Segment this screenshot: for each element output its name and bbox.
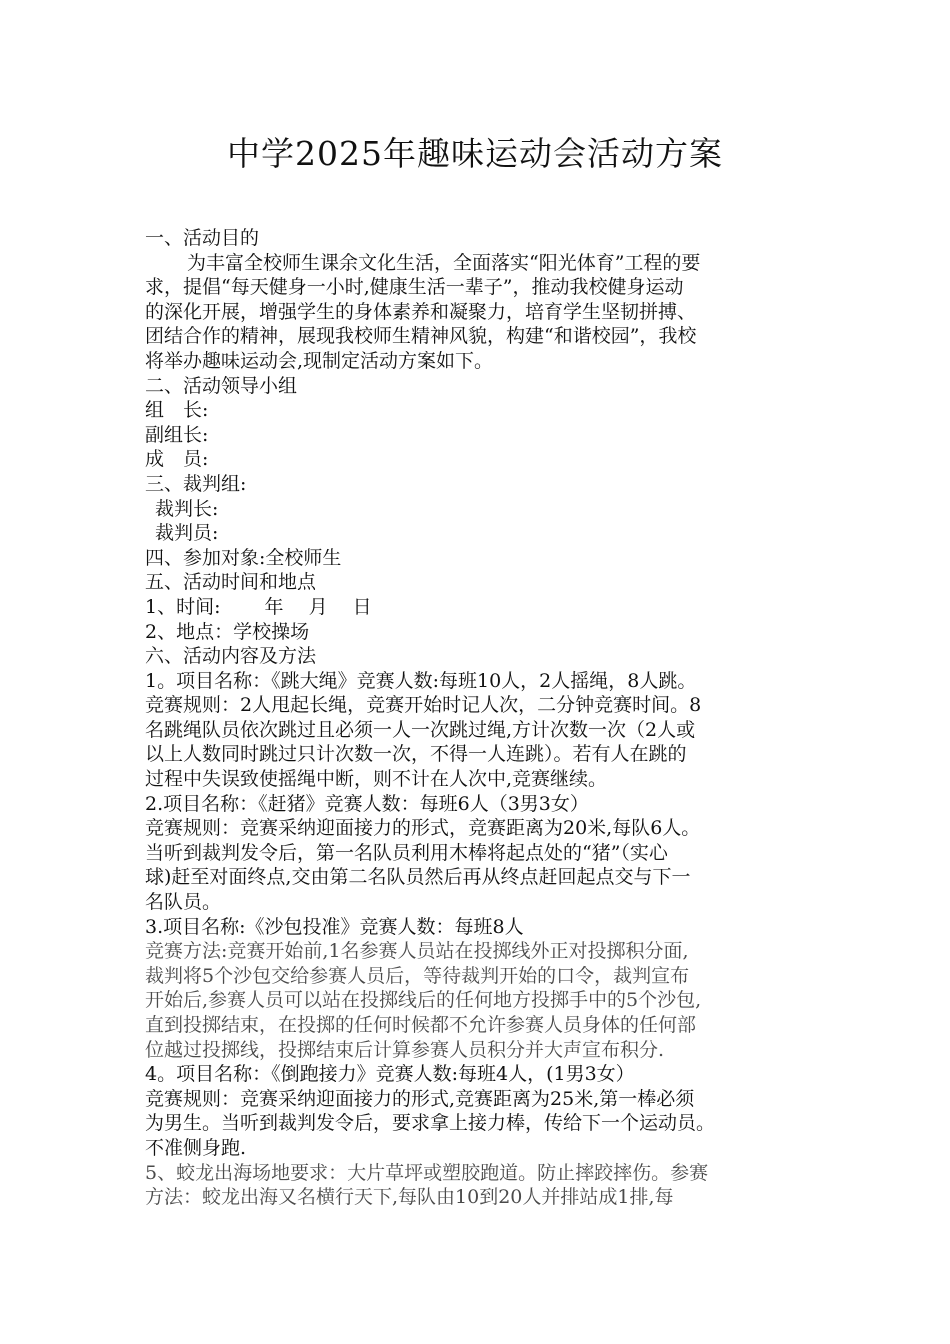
text-line: 裁判员: [155,522,219,545]
text-line: 1。项目名称：《跳大绳》竞赛人数:每班10人，2人摇绳，8人跳。 [145,669,697,692]
text-line: 名跳绳队员依次跳过且必须一人一次跳过绳,方计次数一次（2人或 [145,718,696,741]
text-line: 竞赛规则：竞赛采纳迎面接力的形式,竞赛距离为25米,第一棒必须 [145,1087,695,1110]
text-line: 过程中失误致使摇绳中断，则不计在人次中,竞赛继续。 [145,768,608,791]
text-line: 裁判长: [155,497,219,520]
text-line: 直到投掷结束，在投掷的任何时候都不允许参赛人员身体的任何部 [145,1014,697,1036]
text-line: 竞赛方法:竞赛开始前,1名参赛人员站在投掷线外正对投掷积分面, [145,940,689,963]
text-line: 位越过投掷线，投掷结束后计算参赛人员积分并大声宣布积分. [145,1038,665,1061]
text-line: 三、裁判组: [145,472,247,495]
text-line: 五、活动时间和地点 [145,571,317,594]
text-line: 的深化开展，增强学生的身体素养和凝聚力，培育学生坚韧拼搏、 [145,300,697,323]
text-line: 组 长: [145,399,209,422]
text-line: 2、地点：学校操场 [145,620,310,643]
text-line: 团结合作的精神，展现我校师生精神风貌，构建“和谐校园”，我校 [145,325,697,348]
text-line: 不准侧身跑. [145,1136,247,1159]
text-line: 以上人数同时跳过只计次数一次，不得一人连跳）。若有人在跳的 [145,743,687,766]
text-line: 4。项目名称：《倒跑接力》竞赛人数:每班4人，(1男3女） [145,1063,635,1086]
document-body [145,226,835,1210]
text-line: 二、活动领导小组 [145,374,298,397]
text-line: 2.项目名称：《赶猪》竞赛人数：每班6人（3男3女） [145,792,589,815]
text-line: 副组长: [145,423,209,446]
text-line: 成 员: [145,448,209,471]
page-title: 中学2025年趣味运动会活动方案 [227,134,723,173]
text-line: 竞赛规则：2人甩起长绳，竞赛开始时记人次，二分钟竞赛时间。8 [145,694,702,717]
text-line: 当听到裁判发令后，第一名队员利用木棒将起点处的“猪”（实心 [145,841,668,864]
text-line: 为丰富全校师生课余文化生活，全面落实“阳光体育”工程的要 [187,251,701,274]
text-line: 球)赶至对面终点,交由第二名队员然后再从终点赶回起点交与下一 [145,866,691,889]
text-line: 求，提倡“每天健身一小时,健康生活一辈子”，推动我校健身运动 [145,276,684,299]
text-line: 裁判将5个沙包交给参赛人员后，等待裁判开始的口令，裁判宣布 [145,964,690,987]
text-line: 为男生。当听到裁判发令后，要求拿上接力棒，传给下一个运动员。 [145,1112,716,1135]
text-line: 名队员。 [145,891,222,914]
text-line: 方法：蛟龙出海又名横行天下,每队由10到20人并排站成1排,每 [145,1186,674,1209]
text-line: 竞赛规则：竞赛采纳迎面接力的形式，竞赛距离为20米,每队6人。 [145,817,701,840]
text-line: 六、活动内容及方法 [145,645,317,668]
text-line: 四、参加对象:全校师生 [145,546,342,569]
text-line: 将举办趣味运动会,现制定活动方案如下。 [145,349,494,372]
text-line: 一、活动目的 [145,227,260,249]
text-line: 3.项目名称:《沙包投准》竞赛人数：每班8人 [145,915,524,938]
text-line: 1、时间: 年 月 日 [145,595,372,618]
text-line: 开始后,参赛人员可以站在投掷线后的任何地方投掷手中的5个沙包, [145,989,702,1012]
text-line: 5、蛟龙出海场地要求：大片草坪或塑胶跑道。防止摔跤摔伤。参赛 [145,1161,709,1184]
